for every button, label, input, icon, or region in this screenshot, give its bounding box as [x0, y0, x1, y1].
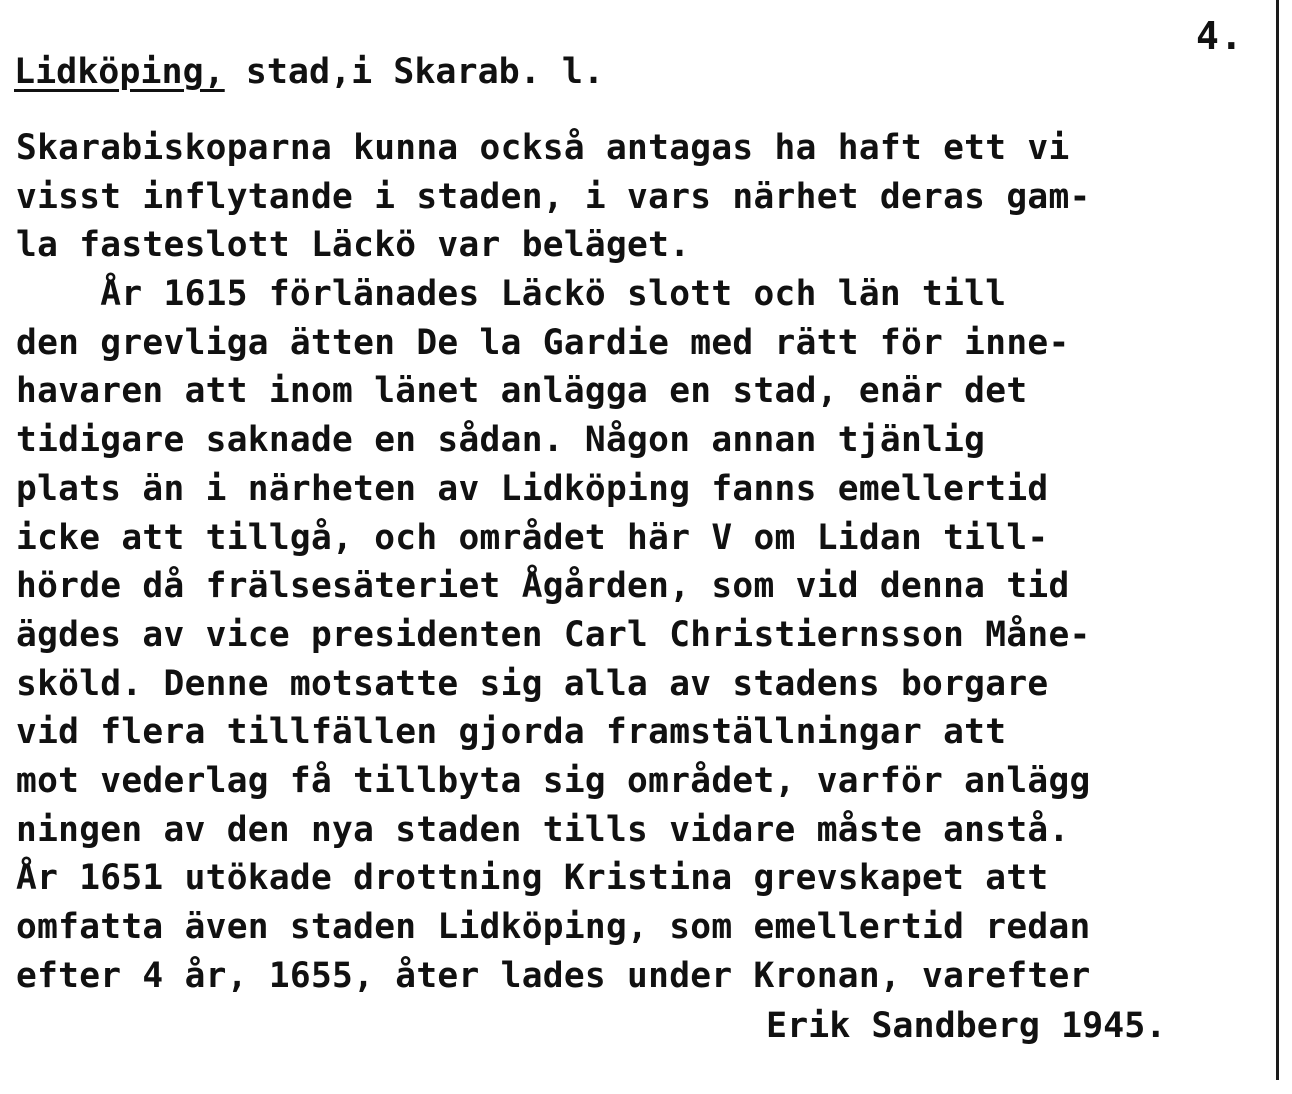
header-description: stad,i Skarab. l.: [224, 52, 605, 92]
text-line: ägdes av vice presidenten Carl Christiernsson Måne-: [16, 614, 1091, 655]
text-line: la fasteslott Läckö var beläget.: [16, 225, 691, 266]
text-line: havaren att inom länet anlägga en stad, enär det: [16, 371, 1028, 412]
text-line: tidigare saknade en sådan. Någon annan tjänlig: [16, 420, 986, 461]
text-line: Skarabiskoparna kunna också antagas ha haft ett vi: [16, 128, 1070, 168]
page-number: 4.: [1196, 14, 1244, 58]
body-text: [16, 124, 1286, 1000]
text-line: icke att tillgå, och området här V om Lidan till-: [16, 517, 1049, 558]
text-line: År 1651 utökade drottning Kristina grevskapet att: [16, 858, 1049, 899]
header-place-name: Lidköping,: [14, 52, 225, 92]
text-line: den grevliga ätten De la Gardie med rätt för inne-: [16, 322, 1070, 363]
text-line: efter 4 år, 1655, åter lades under Kronan, varefter: [16, 955, 1091, 996]
text-line: visst inflytande i staden, i vars närhet deras gam-: [16, 176, 1091, 217]
text-line: omfatta även staden Lidköping, som emellertid redan: [16, 907, 1091, 947]
text-line: År 1615 förlänades Läckö slott och län till: [16, 274, 1007, 315]
text-line: mot vederlag få tillbyta sig området, varför anlägg: [16, 760, 1091, 801]
text-line: plats än i närheten av Lidköping fanns emellertid: [16, 468, 1049, 509]
text-line: sköld. Denne motsatte sig alla av stadens borgare: [16, 663, 1049, 704]
text-line: vid flera tillfällen gjorda framställningar att: [16, 712, 1007, 753]
document-header: [14, 52, 604, 92]
author-signature: Erik Sandberg 1945.: [766, 1006, 1167, 1046]
text-line: ningen av den nya staden tills vidare måste anstå.: [16, 809, 1070, 850]
text-line: hörde då frälsesäteriet Ågården, som vid denna tid: [16, 566, 1070, 607]
